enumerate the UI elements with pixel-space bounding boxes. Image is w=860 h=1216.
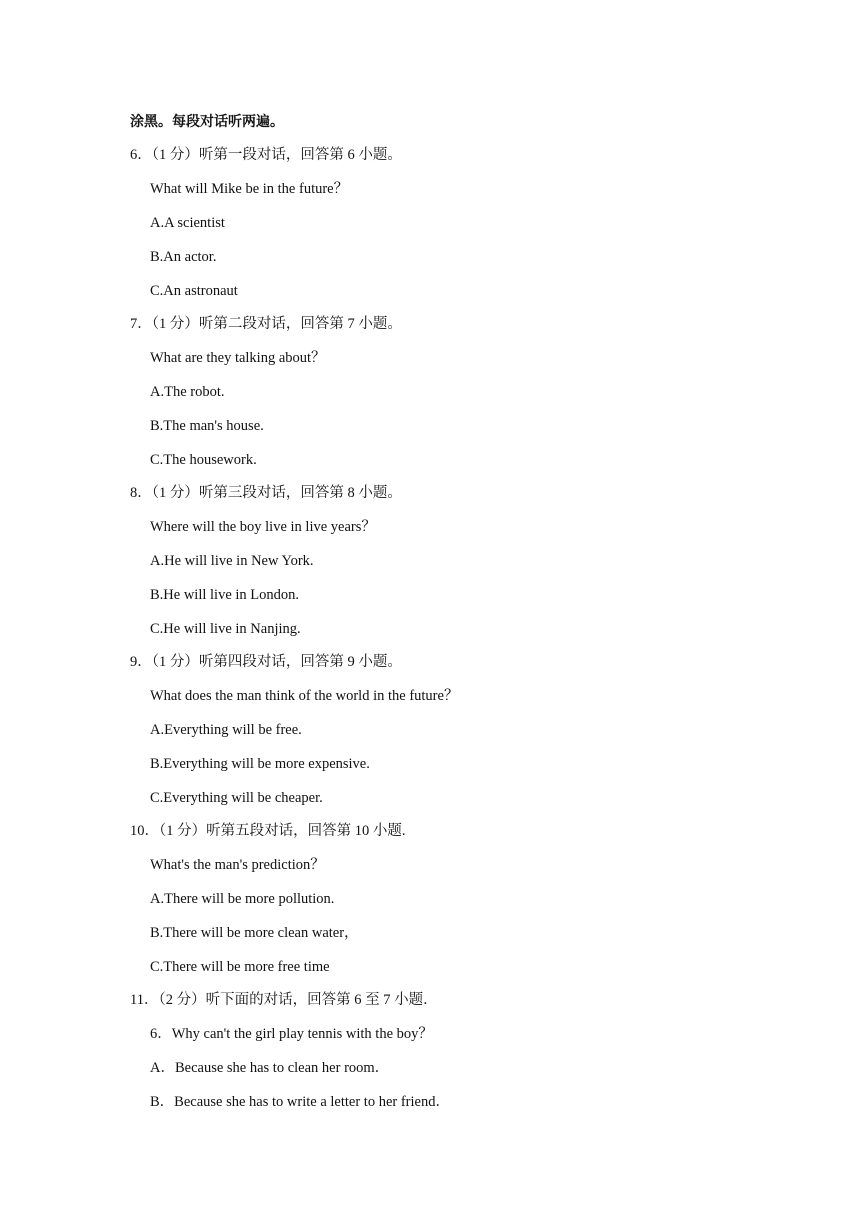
question-7-option-a[interactable]: A.The robot. bbox=[150, 384, 225, 400]
question-9-option-b[interactable]: B.Everything will be more expensive. bbox=[150, 756, 370, 772]
question-6-prompt: What will Mike be in the future？ bbox=[150, 181, 349, 197]
question-11-header: 11．（2 分）听下面的对话，回答第 6 至 7 小题． bbox=[130, 992, 438, 1008]
question-8-option-b[interactable]: B.He will live in London. bbox=[150, 587, 300, 603]
question-6-header: 6．（1 分）听第一段对话，回答第 6 小题。 bbox=[130, 147, 402, 163]
question-6-option-c[interactable]: C.An astronaut bbox=[150, 283, 238, 299]
question-7-option-c[interactable]: C.The housework. bbox=[150, 452, 257, 468]
question-11-option-a[interactable]: A．Because she has to clean her room． bbox=[150, 1060, 390, 1076]
question-6-option-a[interactable]: A.A scientist bbox=[150, 215, 225, 231]
question-8-prompt: Where will the boy live in live years？ bbox=[150, 519, 376, 535]
question-7-option-b[interactable]: B.The man's house. bbox=[150, 418, 264, 434]
question-8-option-a[interactable]: A.He will live in New York. bbox=[150, 553, 314, 569]
question-9-prompt: What does the man think of the world in the future？ bbox=[150, 688, 459, 704]
question-9-header: 9．（1 分）听第四段对话，回答第 9 小题。 bbox=[130, 654, 402, 670]
question-8-header: 8．（1 分）听第三段对话，回答第 8 小题。 bbox=[130, 485, 402, 501]
question-10-option-b[interactable]: B.There will be more clean water， bbox=[150, 925, 359, 941]
question-10-header: 10．（1 分）听第五段对话，回答第 10 小题. bbox=[130, 823, 406, 839]
question-7-prompt: What are they talking about？ bbox=[150, 350, 326, 366]
question-10-option-c[interactable]: C.There will be more free time bbox=[150, 959, 330, 975]
section-intro: 涂黑。每段对话听两遍。 bbox=[130, 114, 284, 130]
question-6-option-b[interactable]: B.An actor. bbox=[150, 249, 217, 265]
question-9-option-c[interactable]: C.Everything will be cheaper. bbox=[150, 790, 323, 806]
question-7-header: 7．（1 分）听第二段对话，回答第 7 小题。 bbox=[130, 316, 402, 332]
question-10-prompt: What's the man's prediction？ bbox=[150, 857, 325, 873]
question-11-option-b[interactable]: B．Because she has to write a letter to her friend． bbox=[150, 1094, 450, 1110]
question-9-option-a[interactable]: A.Everything will be free. bbox=[150, 722, 302, 738]
question-8-option-c[interactable]: C.He will live in Nanjing. bbox=[150, 621, 301, 637]
question-10-option-a[interactable]: A.There will be more pollution. bbox=[150, 891, 335, 907]
question-11-prompt: 6．Why can't the girl play tennis with the boy？ bbox=[150, 1026, 433, 1042]
